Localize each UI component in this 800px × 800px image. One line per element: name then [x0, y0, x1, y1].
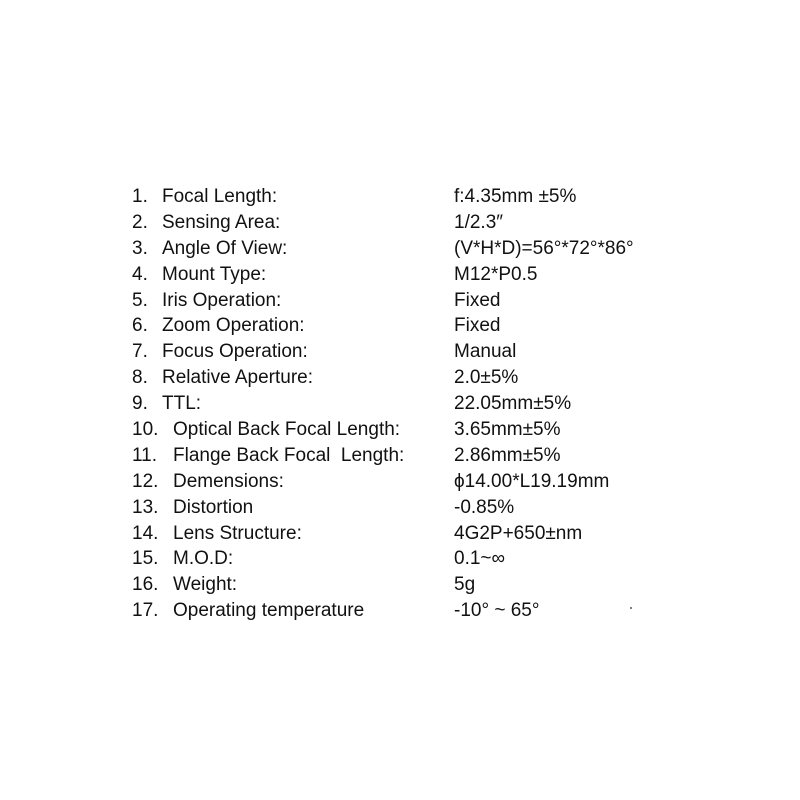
- spec-value: M12*P0.5: [454, 263, 538, 285]
- spec-value: (V*H*D)=56°*72°*86°: [454, 237, 634, 259]
- spec-row-flange-back-focal-length: [0, 443, 800, 469]
- spec-row-angle-of-view: [0, 236, 800, 262]
- spec-value: f:4.35mm ±5%: [454, 186, 577, 207]
- spec-number: 6.: [132, 315, 148, 337]
- spec-row-distortion: [0, 495, 800, 521]
- stray-dot: [630, 607, 632, 609]
- spec-label: Mount Type:: [162, 263, 267, 285]
- spec-label: Iris Operation:: [162, 289, 282, 311]
- spec-row-operating-temperature: [0, 598, 800, 624]
- spec-row-iris-operation: [0, 288, 800, 314]
- spec-value: 2.0±5%: [454, 367, 519, 389]
- spec-value: -0.85%: [454, 496, 515, 518]
- spec-row-zoom-operation: [0, 313, 800, 339]
- spec-value: 22.05mm±5%: [454, 393, 572, 415]
- spec-value: 4G2P+650±nm: [454, 522, 583, 544]
- spec-row-ttl: [0, 391, 800, 417]
- spec-row-lens-structure: [0, 521, 800, 547]
- spec-label: Optical Back Focal Length:: [173, 419, 401, 441]
- spec-number: 3.: [132, 237, 148, 259]
- spec-row-mod: [0, 546, 800, 572]
- spec-label: Lens Structure:: [173, 522, 302, 544]
- spec-row-dimensions: [0, 469, 800, 495]
- spec-value: Fixed: [454, 315, 501, 337]
- spec-label: Angle Of View:: [162, 237, 288, 259]
- spec-value: Manual: [454, 341, 517, 363]
- spec-row-focus-operation: [0, 339, 800, 365]
- lens-spec-list: [0, 184, 800, 624]
- spec-row-sensing-area: [0, 210, 800, 236]
- spec-label: Weight:: [173, 574, 238, 596]
- spec-label: Focus Operation:: [162, 341, 308, 363]
- spec-number: 4.: [132, 263, 148, 285]
- spec-number: 5.: [132, 289, 148, 311]
- spec-row-relative-aperture: [0, 365, 800, 391]
- spec-number: 14.: [132, 522, 159, 544]
- spec-value: 0.1~∞: [454, 548, 506, 570]
- spec-number: 15.: [132, 548, 159, 570]
- spec-value: Fixed: [454, 289, 501, 311]
- spec-row-optical-back-focal-length: [0, 417, 800, 443]
- spec-value: 5g: [454, 574, 476, 596]
- spec-number: 8.: [132, 367, 148, 389]
- spec-number: 11.: [132, 444, 158, 466]
- spec-row-mount-type: [0, 262, 800, 288]
- spec-label: Sensing Area:: [162, 211, 281, 233]
- spec-number: 2.: [132, 211, 148, 233]
- spec-value: 3.65mm±5%: [454, 419, 561, 441]
- spec-label: Flange Back Focal Length:: [173, 444, 405, 466]
- spec-label: Distortion: [173, 496, 254, 518]
- spec-number: 13.: [132, 496, 159, 518]
- spec-row-focal-length: [0, 184, 800, 210]
- spec-number: 9.: [132, 393, 148, 415]
- spec-label: Demensions:: [173, 470, 284, 492]
- spec-number: 10.: [132, 419, 159, 441]
- spec-value: -10° ~ 65°: [454, 600, 540, 622]
- spec-number: 17.: [132, 600, 159, 622]
- spec-label: Relative Aperture:: [162, 367, 314, 389]
- spec-number: 16.: [132, 574, 159, 596]
- spec-value: ϕ14.00*L19.19mm: [454, 470, 610, 492]
- spec-value: 2.86mm±5%: [454, 444, 561, 466]
- spec-label: Zoom Operation:: [162, 315, 305, 337]
- spec-number: 12.: [132, 470, 159, 492]
- spec-number: 1.: [132, 186, 148, 207]
- spec-label: M.O.D:: [173, 548, 234, 570]
- spec-label: Operating temperature: [173, 600, 365, 622]
- spec-number: 7.: [132, 341, 148, 363]
- spec-value: 1/2.3″: [454, 211, 503, 233]
- spec-label: TTL:: [162, 393, 202, 415]
- spec-label: Focal Length:: [162, 186, 278, 207]
- spec-row-weight: [0, 572, 800, 598]
